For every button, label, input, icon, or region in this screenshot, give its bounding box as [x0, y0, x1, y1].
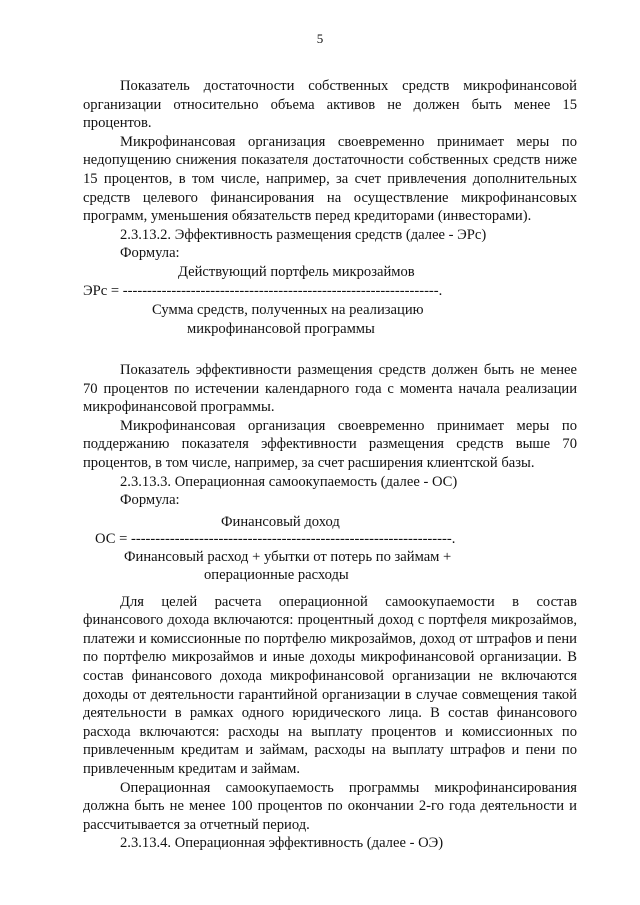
page-number: 5	[316, 31, 324, 46]
formula-denominator: Сумма средств, полученных на реализацию	[152, 301, 424, 318]
formula-fraction-line: ЭРс = -----------------------------------------------------------------.	[83, 282, 443, 299]
section-heading-os: 2.3.13.3. Операционная самоокупаемость (далее - ОС)	[120, 473, 458, 490]
formula-denominator: Финансовый расход + убытки от потерь по займам +	[124, 548, 452, 565]
formula-os	[83, 510, 577, 583]
paragraph-self-sufficiency: Операционная самоокупаемость программы микрофинансирования должна быть не менее 100 процентов по окончании 2-го года деятельности и рассчитывается за отчетный период.	[83, 779, 577, 833]
formula-numerator: Действующий портфель микрозаймов	[178, 263, 415, 280]
formula-numerator: Финансовый доход	[221, 513, 340, 530]
formula-denominator: микрофинансовой программы	[187, 320, 375, 337]
formula-fraction-line: ОС = ------------------------------------------------------------------.	[95, 530, 456, 547]
paragraph-efficiency-threshold: Показатель эффективности размещения средств должен быть не менее 70 процентов по истечении календарного года с момента начала реализации микрофинансовой программы.	[83, 361, 577, 416]
section-heading-erc: 2.3.13.2. Эффективность размещения средств (далее - ЭРс)	[120, 226, 487, 243]
paragraph-capital-adequacy: Показатель достаточности собственных средств микрофинансовой организации относительно объема активов не должен быть менее 15 процентов.	[83, 78, 577, 132]
formula-denominator: операционные расходы	[204, 566, 349, 583]
section-heading-oe: 2.3.13.4. Операционная эффективность (далее - ОЭ)	[120, 835, 444, 852]
paragraph-financial-income: Для целей расчета операционной самоокупаемости в состав финансового дохода включаются: процентный доход с портфеля микрозаймов, платежи и комиссионные по портфелю микрозаймов, доход от штрафов и пени по портфелю микрозаймов и иные доходы микрофинансовой организации. В состав финансового дохода микрофинансовой организации не включаются доходы от деятельности гарантийной организации в случае совмещения такой деятельности в рамках одного юридического лица. В состав финансового расхода включаются: расходы на выплату процентов и комиссионных по привлеченным кредитам и займам, расходы на выплату штрафов и пени по привлеченным кредитам и займам.	[83, 593, 577, 778]
document-body	[83, 77, 577, 853]
paragraph-capital-measures: Микрофинансовая организация своевременно принимает меры по недопущению снижения показателя достаточности собственных средств ниже 15 процентов, в том числе, например, за счет привлечения дополнительных средств целевого финансирования на осуществление микрофинансовых программ, уменьшения обязательств перед кредиторами (инвесторами).	[83, 133, 577, 225]
paragraph-efficiency-measures: Микрофинансовая организация своевременно принимает меры по поддержанию показателя эффективности размещения средств выше 70 процентов, в том числе, например, за счет расширения клиентской базы.	[83, 417, 577, 471]
formula-label: Формула:	[120, 492, 180, 509]
formula-label: Формула:	[120, 245, 180, 262]
formula-erc	[83, 263, 577, 341]
